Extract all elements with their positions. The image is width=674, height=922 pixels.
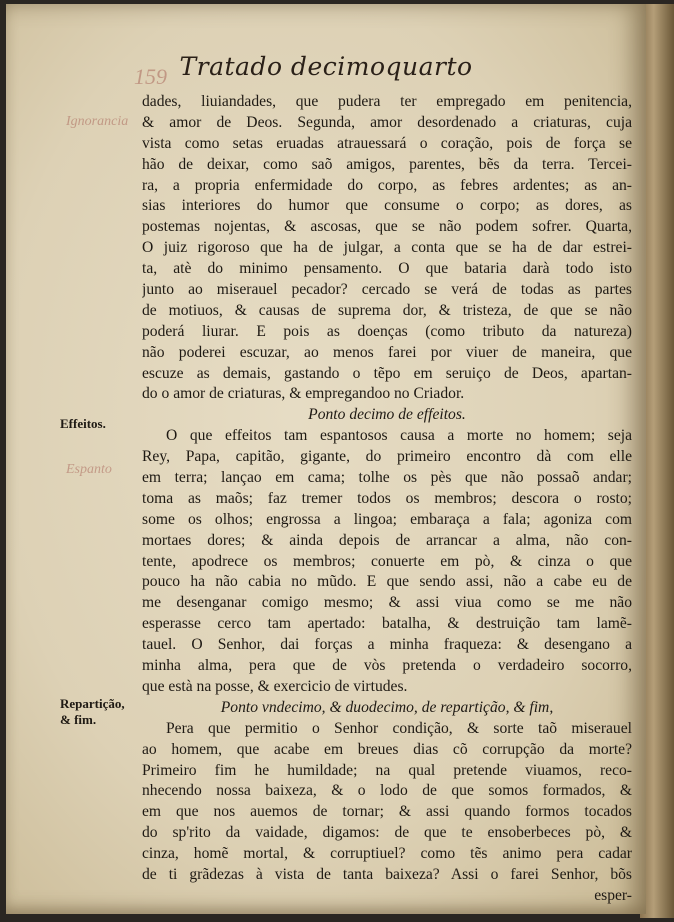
section-heading: Ponto vndecimo, & duodecimo, de repartição, & fim, — [220, 698, 554, 716]
text-line: que està na posse, & exercicio de virtudes. — [142, 677, 408, 695]
text-line: tente, apodrece os membros; conuerte em pò, & cinza o que — [142, 552, 632, 570]
body-text — [142, 92, 632, 907]
text-line: em terra; lançao em cama; tolhe os pès que não possaõ andar; — [142, 469, 632, 487]
text-line: pouco ha não cabia no mũdo. E que sendo assi, não a cabe eu de — [142, 573, 632, 591]
text-line: nhecendo nossa baixeza, & o lodo de que somos formados, & — [142, 782, 632, 800]
text-line: junto ao miserauel pecador? cercado se verá de todas as partes — [142, 281, 632, 299]
text-line: vista como setas eruadas atrauessará o coração, pois de força se — [142, 134, 632, 152]
book-page — [6, 4, 646, 914]
margin-note-effeitos: Effeitos. — [60, 416, 106, 431]
margin-note-fim: & fim. — [60, 712, 97, 727]
text-line: cinza, homẽ mortal, & corruptiuel? como tẽs animo pera cadar — [142, 845, 632, 863]
text-line: & amor de Deos. Segunda, amor desordenado a criaturas, cuja — [142, 113, 632, 131]
text-line: Rey, Papa, capitão, gigante, do primeiro encontro dà com elle — [142, 448, 632, 466]
text-line: hão de deixar, como saõ amigos, parentes, bẽs da terra. Tercei- — [142, 155, 632, 173]
bleed-through-margin-fragment-2: Espanto — [66, 462, 112, 477]
text-line: dades, liuiandades, que pudera ter empregado em penitencia, — [142, 93, 632, 110]
text-line: esperasse cerco tam apertado: batalha, & destruição tam lamẽ- — [142, 615, 632, 633]
text-line: poderá liurar. E pois as doenças (como tributo da natureza) — [142, 322, 632, 340]
margin-note-reparticao: Repartição, — [60, 696, 125, 711]
text-line: toma as maõs; faz tremer todos os membros; descora o rosto; — [142, 489, 632, 507]
text-line: minha alma, pera que de vòs pretenda o verdadeiro socorro, — [142, 657, 632, 675]
bleed-through-folio-number: 159 — [134, 64, 167, 89]
text-line: mortaes dores; & ainda depois de arrancar a alma, não con- — [142, 531, 632, 549]
text-line: tauel. O Senhor, dai forças a minha fraqueza: & desengano a — [142, 636, 632, 654]
text-line: some os olhos; engrossa a lingoa; embaraça a fala; agoniza com — [142, 510, 632, 528]
text-line: postemas nojentas, & ascosas, que se não podem sofrer. Quarta, — [142, 218, 632, 236]
text-line: me desenganar comigo mesmo; & assi viua como se me não — [142, 594, 632, 612]
text-line: em que nos auemos de tornar; & assi quando formos tocados — [142, 803, 632, 821]
text-line: O juiz rigoroso que ha de julgar, a conta que se ha de dar estrei- — [142, 239, 632, 257]
text-line: escuze as demais, gastando o tẽpo em seruiço de Deos, apartan- — [142, 364, 632, 382]
text-line: não poderei escuzar, ao menos farei por viuer de maneira, que — [142, 343, 632, 361]
text-line: de ti grãdezas à vista de tanta baixeza? Assi o farei Senhor, bõs — [142, 865, 632, 883]
text-line: do o amor de criaturas, & empregandoo no Criador. — [142, 385, 465, 403]
text-line: de motiuos, & causas de suprema dor, & tristeza, de que se não — [142, 301, 632, 319]
text-line: ra, a propria enfermidade do corpo, as febres ardentes; as an- — [142, 176, 632, 194]
section-heading: Ponto decimo de effeitos. — [308, 406, 466, 424]
text-line: sias interiores do humor que consume o corpo; as dores, as — [142, 197, 632, 215]
text-line: Primeiro fim he humildade; na qual pretende viuamos, reco- — [142, 761, 632, 779]
text-line: ta, atè do minimo pensamento. O que bataria darà todo isto — [142, 260, 632, 278]
bleed-through-margin-fragment: Ignorancia — [66, 114, 129, 129]
text-line: Pera que permitio o Senhor condição, & sorte taõ miserauel — [166, 719, 632, 737]
text-line: O que effeitos tam espantosos causa a morte no homem; seja — [166, 427, 632, 445]
text-line: do sp'rito da vaidade, digamos: de que te ensoberbeces pò, & — [142, 824, 632, 842]
catchword: esper- — [594, 886, 632, 904]
text-line: ao homem, que acabe em breues dias cõ corrupção da morte? — [142, 740, 632, 758]
running-head: Tratado decimoquarto — [179, 52, 473, 81]
